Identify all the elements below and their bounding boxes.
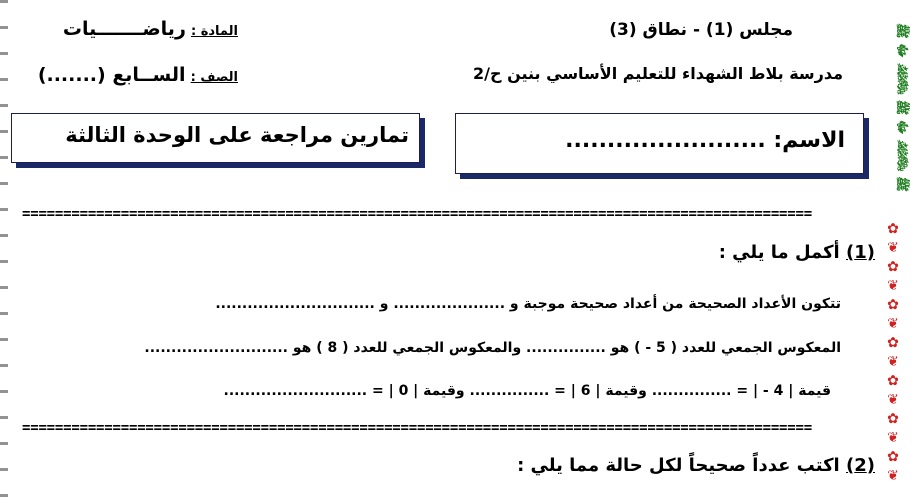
- leaf-icon: ❦: [887, 430, 899, 446]
- leaf-icon: ❦: [887, 468, 899, 484]
- subject-value: رياضـــــــيات: [62, 18, 186, 40]
- question-line-3: قيمة | 4 - | = ............... وقيمة | 6 | = ............... وقيمة | 0 | = ...........................: [223, 383, 831, 399]
- grade-label: الصف :: [190, 70, 238, 85]
- question-line-1: تتكون الأعداد الصحيحة من أعداد صحيحة موجبة و ..................... و ..............................: [215, 296, 841, 312]
- flower-icon: ✿: [887, 373, 899, 389]
- title-box: [11, 113, 420, 163]
- subject-line: [63, 18, 238, 40]
- grade-value: الســابع (.......): [37, 64, 186, 86]
- school-name: مدرسة بلاط الشهداء للتعليم الأساسي بنين ح/2: [473, 64, 843, 83]
- leaf-icon: ❦: [887, 316, 899, 332]
- section2-number: (2): [846, 455, 875, 476]
- worksheet-title: تمارين مراجعة على الوحدة الثالثة: [65, 123, 409, 147]
- separator-rule: ================================================================================================: [22, 420, 812, 436]
- section1-heading: [719, 242, 875, 263]
- name-field[interactable]: الاسم: ........................: [565, 128, 845, 153]
- flower-icon: ✿: [887, 411, 899, 427]
- section1-title: أكمل ما يلي :: [718, 242, 840, 263]
- grade-line: [38, 64, 238, 86]
- section1-number: (1): [846, 242, 875, 263]
- flower-icon: ✿: [887, 221, 899, 237]
- flower-icon: ✿: [887, 259, 899, 275]
- section2-heading: [517, 455, 875, 476]
- question-line-2: المعكوس الجمعي للعدد ( 5 - ) هو ............... والمعكوس الجمعي للعدد ( 8 ) هو ...........................: [144, 340, 841, 356]
- leaf-icon: ❦: [887, 392, 899, 408]
- section2-title: اكتب عدداً صحيحاً لكل حالة مما يلي :: [517, 455, 840, 476]
- left-margin-marks: [0, 0, 8, 499]
- leaf-icon: ❦: [887, 354, 899, 370]
- leaf-icon: ❦: [887, 240, 899, 256]
- council-label: مجلس (1) - نطاق (3): [609, 20, 793, 40]
- leaf-icon: ❦: [887, 278, 899, 294]
- flower-icon: ✿: [887, 335, 899, 351]
- flower-border: [876, 220, 910, 499]
- decorative-calligraphy: ﷺ ﷽ ﷻ ﷺ ﷽ ﷻ ﷺ: [894, 23, 909, 192]
- name-box: [455, 113, 864, 174]
- flower-icon: ✿: [887, 449, 899, 465]
- subject-label: المادة :: [190, 24, 238, 39]
- flower-icon: ✿: [887, 297, 899, 313]
- separator-rule: ================================================================================================: [22, 206, 812, 222]
